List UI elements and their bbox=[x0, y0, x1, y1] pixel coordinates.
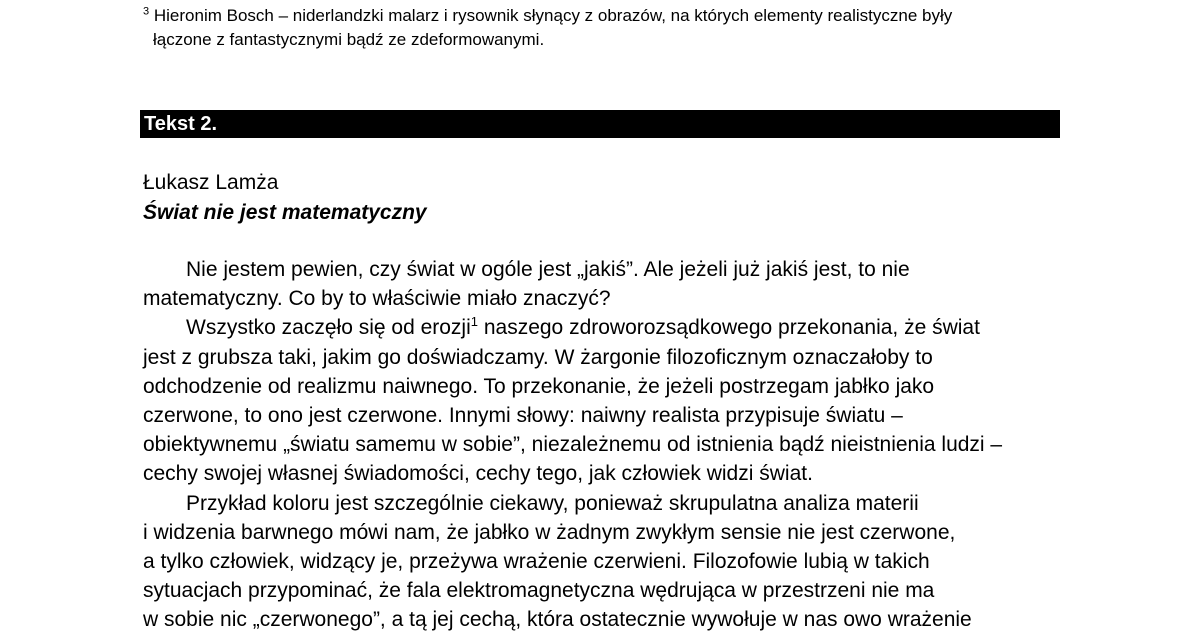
section-label: Tekst 2. bbox=[144, 113, 217, 135]
section-header-bar bbox=[140, 110, 1060, 138]
paragraph-1-line-2: matematyczny. Co by to właściwie miało znaczyć? bbox=[143, 287, 611, 311]
footnote-line-1 bbox=[143, 4, 1043, 28]
footnote bbox=[143, 4, 1043, 52]
paragraph-2-line-1 bbox=[143, 313, 1073, 342]
footnote-marker: 3 bbox=[143, 5, 150, 18]
paragraph-2-line-6: cechy swojej własnej świadomości, cechy tego, jak człowiek widzi świat. bbox=[143, 462, 813, 486]
paragraph-1-line-1: Nie jestem pewien, czy świat w ogóle jest „jakiś”. Ale jeżeli już jakiś jest, to nie bbox=[186, 258, 910, 281]
paragraph-3-line-5: w sobie nic „czerwonego”, a tą jej cechą, która ostatecznie wywołuje w nas owo wrażenie bbox=[143, 608, 972, 632]
paragraph-2-text-end: naszego zdroworozsądkowego przekonania, że świat bbox=[478, 316, 980, 340]
paragraph-2-text-start: Wszystko zaczęło się od erozji bbox=[186, 316, 471, 340]
paragraph-3-line-4: sytuacjach przypominać, że fala elektromagnetyczna wędrująca w przestrzeni nie ma bbox=[143, 579, 935, 603]
footnote-text-1: Hieronim Bosch – niderlandzki malarz i rysownik słynący z obrazów, na których elementy realistyczne były bbox=[153, 6, 953, 25]
footnote-reference-1: 1 bbox=[470, 314, 478, 330]
paragraph-3-line-2: i widzenia barwnego mówi nam, że jabłko w żadnym zwykłym sensie nie jest czerwone, bbox=[143, 520, 956, 544]
footnote-line-2: łączone z fantastycznymi bądź ze zdeformowanymi. bbox=[153, 30, 545, 49]
article-body bbox=[143, 255, 1073, 635]
article-author: Łukasz Lamża bbox=[143, 171, 279, 194]
paragraph-3-line-1: Przykład koloru jest szczególnie ciekawy, ponieważ skrupulatna analiza materii bbox=[186, 491, 919, 515]
paragraph-2-line-4: czerwone, to ono jest czerwone. Innymi słowy: naiwny realista przypisuje światu – bbox=[143, 404, 903, 428]
article-title: Świat nie jest matematyczny bbox=[143, 201, 427, 224]
paragraph-3-line-3: a tylko człowiek, widzący je, przeżywa wrażenie czerwieni. Filozofowie lubią w takich bbox=[143, 550, 930, 574]
paragraph-2-line-2: jest z grubsza taki, jakim go doświadczamy. W żargonie filozoficznym oznaczałoby to bbox=[143, 345, 933, 369]
paragraph-2-line-5: obiektywnemu „światu samemu w sobie”, niezależnemu od istnienia bądź nieistnienia ludzi – bbox=[143, 433, 1003, 457]
paragraph-2-line-3: odchodzenie od realizmu naiwnego. To przekonanie, że jeżeli postrzegam jabłko jako bbox=[143, 374, 935, 398]
